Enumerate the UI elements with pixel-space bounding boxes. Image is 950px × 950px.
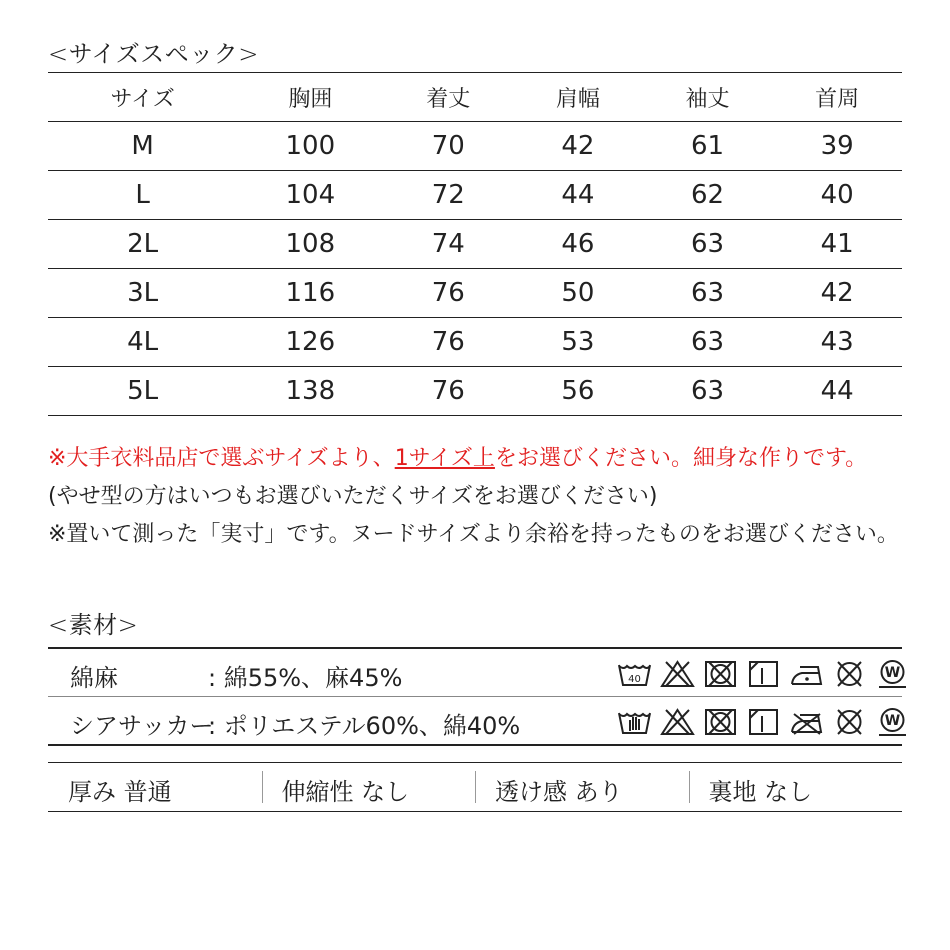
table-cell: 3L: [48, 269, 237, 318]
no-tumble-dry-icon: [702, 658, 739, 696]
table-cell: 74: [383, 220, 513, 269]
property-lining: [689, 763, 903, 811]
table-cell: 61: [643, 122, 773, 171]
size-notes: [48, 440, 899, 554]
table-cell: 44: [772, 367, 902, 416]
divider: [48, 744, 902, 746]
table-cell: 56: [513, 367, 643, 416]
table-cell: 72: [383, 171, 513, 220]
table-row: [48, 122, 902, 171]
property-stretch: [262, 763, 476, 811]
table-cell: 39: [772, 122, 902, 171]
table-row: [48, 171, 902, 220]
property-thickness: [48, 763, 262, 811]
column-header: 袖丈: [643, 73, 773, 122]
table-cell: 4L: [48, 318, 237, 367]
no-dry-clean-icon: [831, 658, 868, 696]
material-composition: : ポリエステル60%、綿40%: [208, 712, 521, 740]
column-header: 肩幅: [513, 73, 643, 122]
table-cell: 5L: [48, 367, 237, 416]
table-cell: 76: [383, 318, 513, 367]
no-dry-clean-icon: [831, 706, 868, 744]
material-composition: : 綿55%、麻45%: [208, 664, 403, 692]
table-cell: M: [48, 122, 237, 171]
table-cell: 63: [643, 220, 773, 269]
fabric-properties: [48, 762, 902, 812]
table-cell: 44: [513, 171, 643, 220]
table-cell: 63: [643, 318, 773, 367]
column-header: サイズ: [48, 73, 237, 122]
table-cell: 63: [643, 269, 773, 318]
table-cell: 138: [237, 367, 383, 416]
shade-drip-dry-icon: [745, 706, 782, 744]
wash-40-icon: [616, 658, 653, 696]
table-cell: 42: [513, 122, 643, 171]
table-cell: 104: [237, 171, 383, 220]
column-header: 着丈: [383, 73, 513, 122]
column-header: 胸囲: [237, 73, 383, 122]
material-row-2: [48, 696, 902, 744]
material-row-1: [48, 648, 902, 696]
no-bleach-icon: [659, 658, 696, 696]
no-bleach-icon: [659, 706, 696, 744]
material-name: 綿麻: [70, 664, 118, 692]
table-cell: 100: [237, 122, 383, 171]
svg-text:W: W: [884, 713, 901, 729]
table-cell: 40: [772, 171, 902, 220]
table-row: [48, 220, 902, 269]
note-line-1: [48, 440, 899, 478]
spec-heading: <サイズスペック>: [48, 40, 259, 68]
table-cell: 126: [237, 318, 383, 367]
svg-text:40: 40: [628, 674, 641, 685]
table-cell: 46: [513, 220, 643, 269]
table-row: [48, 318, 902, 367]
note-line-2: (やせ型の方はいつもお選びいただくサイズをお選びください): [48, 484, 658, 509]
table-cell: 2L: [48, 220, 237, 269]
material-name: シアサッカー: [70, 712, 214, 740]
property-text: 透け感 あり: [495, 778, 623, 806]
table-cell: 63: [643, 367, 773, 416]
table-cell: 41: [772, 220, 902, 269]
note-line-3: ※置いて測った「実寸」です。ヌードサイズより余裕を持ったものをお選びください。: [48, 522, 899, 547]
material-heading: <素材>: [48, 611, 139, 639]
column-header: 首周: [772, 73, 902, 122]
table-cell: 76: [383, 367, 513, 416]
table-cell: 108: [237, 220, 383, 269]
table-header-row: [48, 73, 902, 122]
property-text: 伸縮性 なし: [281, 778, 410, 806]
care-icons: [616, 706, 911, 744]
care-icons: [616, 658, 911, 696]
table-cell: 62: [643, 171, 773, 220]
table-row: [48, 269, 902, 318]
size-spec-table: [48, 72, 902, 416]
note-1-text-end: をお選びください。細身な作りです。: [494, 446, 868, 471]
table-cell: 116: [237, 269, 383, 318]
wet-clean-icon: [874, 706, 911, 744]
hand-wash-icon: [616, 706, 653, 744]
shade-drip-dry-icon: [745, 658, 782, 696]
property-sheer: [475, 763, 689, 811]
wet-clean-icon: [874, 658, 911, 696]
table-cell: 42: [772, 269, 902, 318]
table-cell: 76: [383, 269, 513, 318]
table-cell: 50: [513, 269, 643, 318]
table-cell: L: [48, 171, 237, 220]
no-tumble-dry-icon: [702, 706, 739, 744]
note-1-emphasis: 1サイズ上: [394, 446, 495, 471]
property-text: 厚み 普通: [68, 778, 172, 806]
table-cell: 43: [772, 318, 902, 367]
table-cell: 70: [383, 122, 513, 171]
property-text: 裏地 なし: [708, 778, 813, 806]
no-iron-icon: [788, 706, 825, 744]
note-1-text: ※大手衣料品店で選ぶサイズより、: [48, 446, 395, 471]
table-cell: 53: [513, 318, 643, 367]
svg-text:W: W: [884, 665, 901, 681]
table-row: [48, 367, 902, 416]
iron-low-icon: [788, 658, 825, 696]
